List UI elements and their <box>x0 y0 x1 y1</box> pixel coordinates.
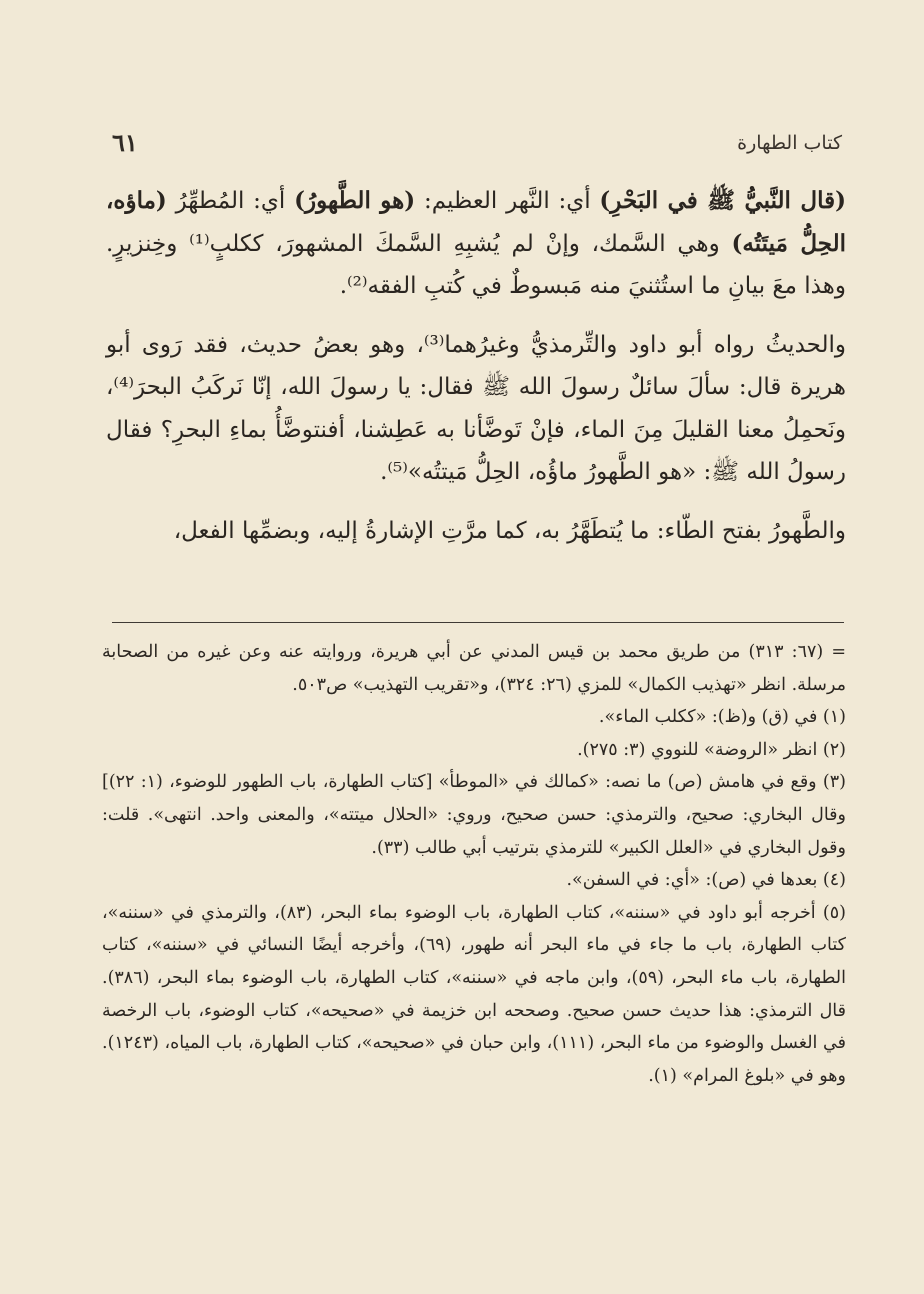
quote-prophet-sea: (قال النَّبيُّ ﷺ في البَحْرِ) <box>599 187 847 214</box>
footnote-5: (٥) أخرجه أبو داود في «سننه»، كتاب الطهارة، باب الوضوء بماء البحر، (٨٣)، والترمذي في «سننه»، كتاب الطهارة، باب ما جاء في ماء البحر أنه طهور، (٦٩)، وأخرجه أيضًا النسائي في «سننه»، كتاب الطهارة، باب ماء البحر، (٥٩)، وابن ماجه في «سننه»، كتاب الطهارة، باب الوضوء بماء البحر، (٣٨٦). قال الترمذي: هذا حديث حسن صحيح. وصححه ابن خزيمة في «صحيحه»، كتاب الوضوء، باب الرخصة في الغسل والوضوء من ماء البحر، (١١١)، وابن حبان في «صحيحه»، كتاب الطهارة، باب المياه، (١٢٤٣). وهو في «بلوغ المرام» (١). <box>102 902 846 1086</box>
footnote-2: (٢) انظر «الروضة» للنووي (٣: ٢٧٥). <box>577 739 846 760</box>
gloss-great-river: أي: النَّهر العظيم: <box>415 188 600 214</box>
quote-water-carrion: (ماؤه، الحِلُّ مَيتَتُه) <box>106 187 846 257</box>
paragraph-3: والطَّهورُ بفتح الطّاء: ما يُتطَهَّرُ به، كما مرَّتِ الإشارةُ إليه، وبضمِّها الفعل، <box>173 517 846 544</box>
running-title: كتاب الطهارة <box>737 132 842 154</box>
main-text <box>106 180 846 552</box>
paragraph-1 <box>106 180 846 308</box>
footnote-continuation: = (٦٧: ٣١٣) من طريق محمد بن قيس المدني عن أبي هريرة، وروايته عنه وعن غيره من الصحابة مرسلة. انظر «تهذيب الكمال» للمزي (٢٦: ٣٢٤)، و«تقريب التهذيب» ص٥٠٣. <box>102 642 847 695</box>
paragraph-2: والحديثُ رواه أبو داود والتِّرمذيُّ وغيرُهما⁽³⁾، وهو بعضُ حديث، فقد رَوى أبو هريرة قال: سألَ سائلٌ رسولَ الله ﷺ فقال: يا رسولَ الله، إنّا نَركَبُ البحرَ⁽⁴⁾، ونَحمِلُ معنا القليلَ مِنَ الماء، فإنْ تَوضَّأنا به عَطِشنا، أفنتوضَّأُ بماءِ البحرِ؟ فقال رسولُ الله ﷺ: «هو الطَّهورُ ماؤُه، الحِلُّ مَيتتُه»⁽⁵⁾. <box>106 331 846 485</box>
gloss-fish: وهي السَّمك، وإنْ لم يُشبِهِ السَّمكَ المشهورَ، ككلبٍ⁽¹⁾ وخِنزيرٍ. وهذا معَ بيانِ ما استُثنيَ منه مَبسوطٌ في كُتبِ الفقه⁽²⁾. <box>106 230 846 299</box>
quote-tahur: (هو الطَّهورُ) <box>294 187 416 214</box>
page-number: ٦١ <box>112 128 138 157</box>
footnote-divider <box>112 622 844 623</box>
footnote-4: (٤) بعدها في (ص): «أي: في السفن». <box>566 870 846 891</box>
footnote-3: (٣) وقع في هامش (ص) ما نصه: «كمالك في «الموطأ» [كتاب الطهارة، باب الطهور للوضوء، (١: ٢٢)] وقال البخاري: صحيح، والترمذي: حسن صحيح، وروي: «الحلال ميتته»، والمعنى واحد. انتهى». قلت: وقول البخاري في «العلل الكبير» للترمذي بترتيب أبي طالب (٣٣). <box>102 772 846 858</box>
page-header <box>112 128 842 164</box>
footnote-1: (١) في (ق) و(ظ): «ككلب الماء». <box>598 707 846 728</box>
gloss-purifier: أي: المُطهِّرُ <box>166 188 295 214</box>
footnotes <box>102 636 846 1092</box>
